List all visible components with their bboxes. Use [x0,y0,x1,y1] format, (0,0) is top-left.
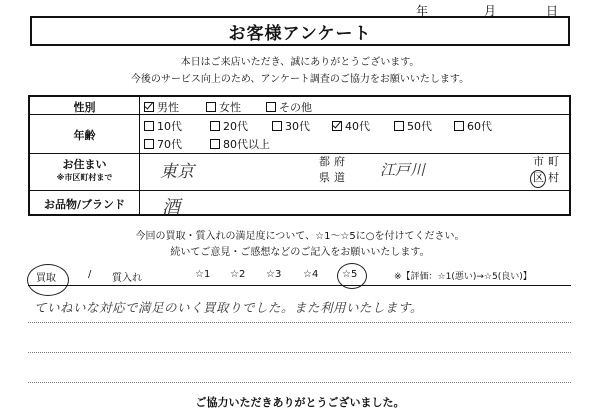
date-day: 日 [546,4,559,18]
age-option-70s[interactable]: 70代 [144,136,182,152]
selected-ward-circle [530,170,546,188]
age-option-20s[interactable]: 20代 [210,118,248,134]
address-label: お住まい [62,158,107,171]
option-pawn[interactable]: 質入れ [112,273,142,284]
rating-star-1[interactable]: ☆1 [195,269,211,280]
age-label: 年齢 [73,129,96,142]
intro-line-2: 今後のサービス向上のため、アンケート調査のご協力をお願いいたします。 [130,74,470,85]
rating-underline [28,285,571,286]
checkbox-checked-icon[interactable] [144,102,154,112]
age-option-40s[interactable]: 40代 [332,118,370,134]
checkbox-icon[interactable] [210,121,220,131]
option-buy[interactable]: 買取 [36,273,56,284]
comment-line [28,382,571,383]
age-option-30s[interactable]: 30代 [272,118,310,134]
checkbox-icon[interactable] [144,121,154,131]
date-year: 年 [416,4,429,18]
survey-title: お客様アンケート [30,16,570,46]
intro-line-1: 本日はご来店いただき、誠にありがとうございます。 [180,57,420,68]
checkbox-checked-icon[interactable] [332,121,342,131]
rating-slash: / [88,269,92,280]
checkbox-icon[interactable] [206,102,216,112]
item-input[interactable]: 酒 [162,197,180,218]
rating-note: ※【評価：☆1(悪い)→☆5(良い)】 [394,272,532,282]
gender-option-female[interactable]: 女性 [206,99,241,115]
item-label: お品物/ブランド [43,198,126,211]
rating-star-2[interactable]: ☆2 [230,269,246,280]
customer-info-table [28,95,571,216]
prefecture-suffix: 都 府 県 道 [319,155,345,184]
checkbox-icon[interactable] [394,121,404,131]
rating-row [28,269,571,285]
checkbox-icon[interactable] [272,121,282,131]
checkbox-icon[interactable] [266,102,276,112]
gender-label: 性別 [73,101,96,114]
age-option-80s-plus[interactable]: 80代以上 [210,136,270,152]
survey-instruction-1: 今回の買取・質入れの満足度について、☆1〜☆5に○を付けてください。 [135,231,465,242]
gender-option-other[interactable]: その他 [266,99,312,115]
prefecture-input[interactable]: 東京 [160,162,194,182]
age-option-10s[interactable]: 10代 [144,118,182,134]
checkbox-icon[interactable] [454,121,464,131]
city-input[interactable]: 江戸川 [380,161,426,179]
checkbox-icon[interactable] [144,139,154,149]
comment-line [28,322,571,323]
rating-star-3[interactable]: ☆3 [266,269,282,280]
survey-instruction-2: 続いてご意見・ご感想などのご記入をお願いいたします。 [170,247,430,258]
age-option-50s[interactable]: 50代 [394,118,432,134]
date-month: 月 [484,4,497,18]
checkbox-icon[interactable] [210,139,220,149]
comment-input[interactable]: ていねいな対応で満足のいく買取りでした。また利用いたします。 [34,300,424,315]
buy-selected-circle [27,264,69,296]
rating-star-4[interactable]: ☆4 [303,269,319,280]
city-suffix: 市 町 区 村 [533,155,559,184]
address-sublabel: ※市区町村まで [56,173,113,182]
gender-option-male[interactable]: 男性 [144,99,179,115]
thank-you-footer: ご協力いただきありがとうございました。 [195,396,405,409]
rating-star-5[interactable]: ☆5 [342,269,358,280]
age-option-60s[interactable]: 60代 [454,118,492,134]
comment-line [28,352,571,353]
